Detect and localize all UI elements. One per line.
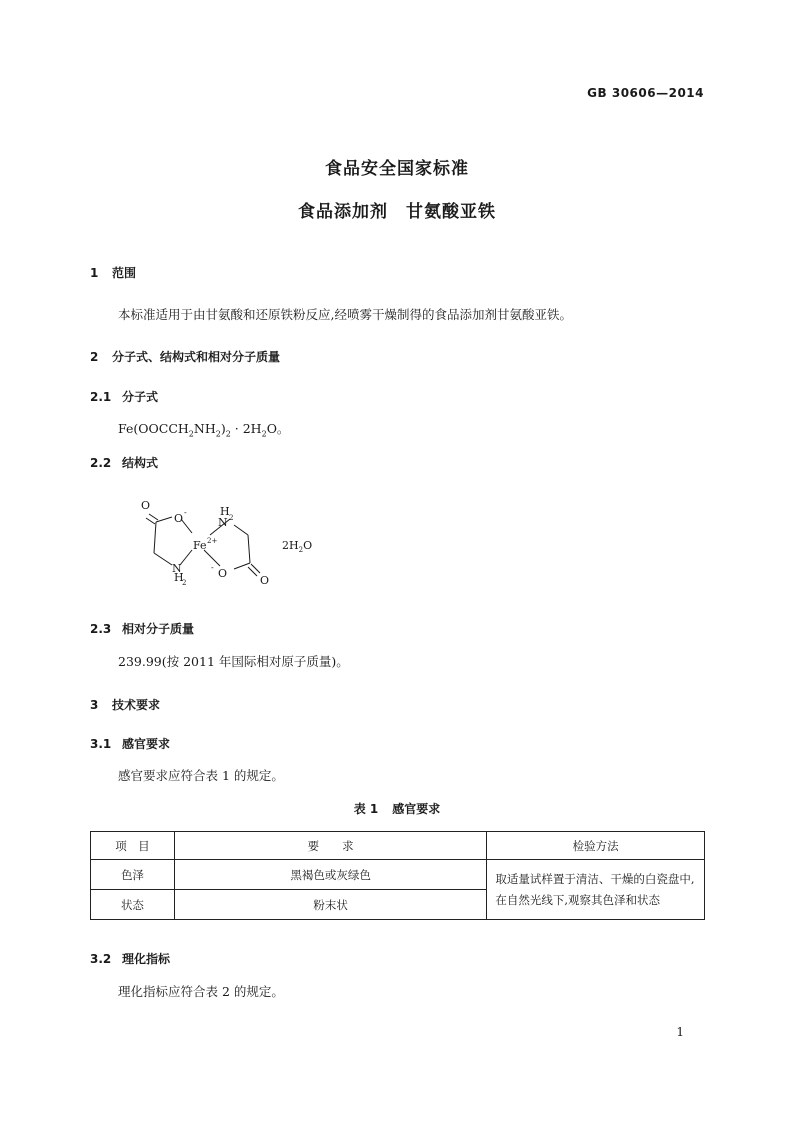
section-3-2-heading (90, 950, 170, 967)
formula-part: Fe(OOCCH (118, 421, 189, 436)
molecular-formula (118, 419, 289, 439)
formula-subscript: 2 (225, 429, 231, 439)
section-2-3-heading (90, 620, 194, 637)
section-3-2-text: 理化指标应符合表 2 的规定。 (118, 984, 284, 999)
section-2-1-heading (90, 388, 158, 405)
atom-label: Fe (193, 539, 207, 552)
atom-label: O (260, 574, 270, 587)
section-number: 2.1 (90, 390, 112, 404)
standard-code: GB 30606—2014 (587, 86, 704, 100)
formula-subscript: 2 (215, 429, 221, 439)
column-header: 项 目 (91, 832, 175, 860)
subscript-label: 2 (229, 514, 234, 522)
water-label: $2H_2O$ (282, 539, 313, 554)
section-number: 2 (90, 350, 99, 364)
document-title: 食品安全国家标准 (325, 159, 469, 179)
test-method-cell: 取适量试样置于清洁、干燥的白瓷盘中,在自然光线下,观察其色泽和状态 (487, 860, 705, 920)
column-header: 要 求 (174, 832, 486, 860)
section-1-heading (90, 264, 136, 281)
formula-subscript: 2 (261, 429, 267, 439)
charge-label: - (211, 563, 214, 572)
structural-formula (130, 495, 330, 595)
formula-part: ) (220, 421, 226, 436)
charge-label: - (184, 508, 187, 517)
formula-part: NH (193, 421, 216, 436)
sensory-requirements-table (90, 831, 705, 920)
atom-label: N (218, 516, 228, 529)
section-3-1-text: 感官要求应符合表 1 的规定。 (118, 768, 284, 783)
item-cell: 色泽 (91, 860, 175, 890)
atom-label: O (141, 499, 151, 512)
requirement-cell: 黑褐色或灰绿色 (174, 860, 486, 890)
section-2-2-heading (90, 454, 158, 471)
section-title: 分子式 (122, 390, 159, 404)
section-title: 技术要求 (112, 698, 161, 712)
section-2-heading (90, 348, 280, 365)
section-number: 2.2 (90, 456, 112, 470)
atom-label: H (174, 571, 184, 584)
requirement-cell: 粉末状 (174, 890, 486, 920)
section-title: 相对分子质量 (122, 622, 195, 636)
section-1-text: 本标准适用于由甘氨酸和还原铁粉反应,经喷雾干燥制得的食品添加剂甘氨酸亚铁。 (118, 307, 572, 322)
formula-subscript: 2 (188, 429, 194, 439)
section-number: 3.2 (90, 952, 112, 966)
section-number: 1 (90, 266, 99, 280)
table-1-caption (0, 800, 794, 817)
table-header-row (91, 832, 705, 860)
item-cell: 状态 (91, 890, 175, 920)
atom-label: O (174, 512, 184, 525)
atom-label: N (172, 562, 182, 575)
section-number: 3 (90, 698, 99, 712)
section-title: 结构式 (122, 456, 159, 470)
atom-label: H (220, 505, 230, 518)
section-3-heading (90, 696, 160, 713)
charge-label: 2+ (207, 537, 218, 545)
document-subtitle: 食品添加剂 甘氨酸亚铁 (298, 202, 496, 222)
section-number: 2.3 (90, 622, 112, 636)
formula-part: O。 (266, 421, 290, 436)
table-title: 感官要求 (392, 802, 441, 816)
section-title: 感官要求 (122, 737, 171, 751)
atom-label: O (218, 567, 228, 580)
molecular-mass-text: 239.99(按 2011 年国际相对原子质量)。 (118, 654, 349, 669)
column-header: 检验方法 (487, 832, 705, 860)
section-number: 3.1 (90, 737, 112, 751)
table-number: 表 1 (353, 802, 379, 816)
formula-part: · 2H (230, 421, 262, 436)
section-title: 分子式、结构式和相对分子质量 (112, 350, 281, 364)
page-number: 1 (676, 1025, 684, 1039)
section-title: 理化指标 (122, 952, 171, 966)
section-title: 范围 (112, 266, 137, 280)
subscript-label: 2 (182, 579, 187, 587)
section-3-1-heading (90, 735, 170, 752)
table-row (91, 860, 705, 890)
